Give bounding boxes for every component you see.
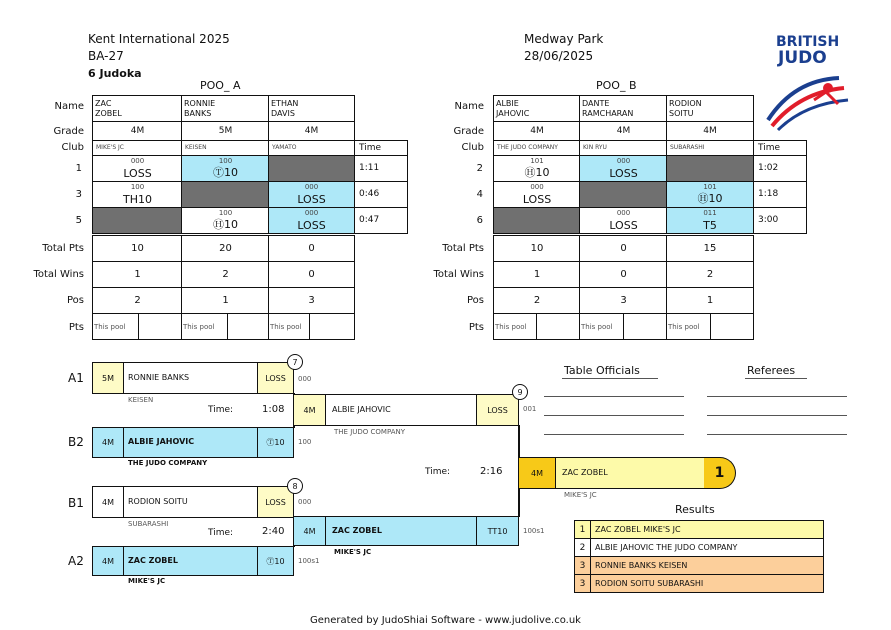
pool-a-row-2-cell-3-result: LOSS (297, 193, 326, 206)
pool-a-player-1-grade: 4M (92, 121, 183, 141)
b1-grade: 4M (92, 486, 124, 518)
pool-b-row-3-cell-2-score: 000 (616, 209, 631, 217)
match-9-number: 9 (512, 384, 528, 400)
footer-credit: Generated by JudoShiai Software - www.judolive.co.uk (310, 615, 581, 626)
pool-a-player-1-name: ZAC ZOBEL (92, 95, 183, 122)
pool-a-row-1-cell-1-result: LOSS (123, 167, 152, 180)
pool-a-title: POO_ A (200, 79, 241, 92)
match-9-time-label: Time: (425, 467, 451, 477)
pool-b-row-3-match-number: 6 (476, 215, 483, 226)
sf1-name: ALBIE JAHOVIC (325, 394, 477, 426)
pool-b-player-1-total-pts: 10 (493, 235, 581, 262)
pool-b-row-1-time: 1:02 (753, 155, 807, 182)
results-heading: Results (675, 503, 715, 516)
pool-a-row-2-cell-1-result: TH10 (123, 193, 152, 206)
table-officials-heading: Table Officials (564, 364, 640, 377)
pool-a-row-3-cell-2-result: Ⓗ10 (213, 218, 238, 231)
b2-name: ALBIE JAHOVIC (123, 427, 258, 458)
match-8-time: 2:40 (262, 526, 285, 537)
pool-b-row-3-cell-3-result: T5 (703, 219, 717, 232)
pool-b-row-3-cell-3 (666, 207, 754, 234)
pool-a-player-2-name: RONNIE BANKS (181, 95, 270, 122)
pool-a-grade-label: Grade (53, 126, 84, 137)
pool-b-player-2-total-wins: 0 (579, 261, 668, 288)
b1-name: RODION SOITU (123, 486, 258, 518)
pool-b-total-wins-label: Total Wins (433, 269, 484, 280)
pool-a-row-3-cell-2-score: 100 (218, 209, 233, 217)
result-4-name: RODION SOITU SUBARASHI (590, 574, 824, 593)
judoka-swoosh-icon (764, 70, 854, 132)
pool-b-player-3-grade: 4M (666, 121, 754, 141)
pool-a-row-1-cell-2-score: 100 (218, 157, 233, 165)
pool-b-player-1-pts-box (536, 313, 581, 340)
sf2-result: TT10 (476, 516, 519, 546)
pool-a-row-3-cell-3 (268, 207, 355, 234)
sf1-club: THE JUDO COMPANY (334, 428, 406, 436)
seed-b1: B1 (68, 496, 84, 510)
b2-score: 100 (298, 438, 312, 446)
pool-b-player-1-club: THE JUDO COMPANY (493, 140, 581, 156)
pool-b-player-3-club: SUBARASHI (666, 140, 754, 156)
b1-club: SUBARASHI (128, 520, 169, 528)
judoka-count: 6 Judoka (88, 67, 142, 80)
pool-b-player-3-name: RODION SOITU (666, 95, 754, 122)
british-judo-logo: BRITISH JUDO (764, 32, 854, 132)
match-7-time-label: Time: (208, 405, 234, 415)
pool-a-row-1-match-number: 1 (75, 163, 82, 174)
sf1-score: 001 (523, 405, 537, 413)
match-8-time-label: Time: (208, 528, 234, 538)
pool-a-row-2-cell-2 (181, 181, 270, 208)
pool-b-player-3-total-wins: 2 (666, 261, 754, 288)
final-name: ZAC ZOBEL (555, 457, 705, 489)
pool-b-player-3-pts-box (710, 313, 754, 340)
b2-club: THE JUDO COMPANY (128, 459, 208, 467)
match-7-number: 7 (287, 354, 303, 370)
pool-b-row-3-cell-1 (493, 207, 581, 234)
pool-a-player-3-pos: 3 (268, 287, 355, 314)
pool-a-row-1-cell-2 (181, 155, 270, 182)
a2-grade: 4M (92, 546, 124, 576)
pool-b-player-2-name: DANTE RAMCHARAN (579, 95, 668, 122)
pool-a-player-1-club: MIKE'S JC (92, 140, 183, 156)
pool-a-club-label: Club (61, 142, 84, 153)
pool-a-player-3-pts-box (309, 313, 355, 340)
pool-a-row-3-time: 0:47 (354, 207, 408, 234)
pool-b-row-2-cell-3-result: Ⓗ10 (697, 192, 723, 205)
pool-b-row-2-cell-2 (579, 181, 668, 208)
pool-b-club-label: Club (461, 142, 484, 153)
pool-a-name-label: Name (54, 101, 84, 112)
a2-result: Ⓣ10 (257, 546, 294, 576)
pool-b-player-2-pts-box (623, 313, 668, 340)
pool-b-pos-label: Pos (466, 295, 484, 306)
pool-a-player-2-total-wins: 2 (181, 261, 270, 288)
pool-b-row-2-cell-1-score: 000 (530, 183, 544, 191)
pool-b-row-3-cell-3-score: 011 (703, 209, 717, 217)
result-3-position: 3 (574, 556, 591, 575)
pool-a-time-header: Time (354, 140, 408, 156)
pool-b-row-1-match-number: 2 (476, 163, 483, 174)
pool-b-player-2-this-pool: This pool (579, 313, 624, 340)
pool-b-row-1-cell-1-score: 101 (530, 157, 544, 165)
final-club: MIKE'S JC (564, 491, 597, 499)
pool-a-player-1-pts-box (138, 313, 183, 340)
sf1-result: LOSS (476, 394, 519, 426)
match-8-number: 8 (287, 478, 303, 494)
pool-a-row-1-time: 1:11 (354, 155, 408, 182)
pool-b-row-2-cell-3 (666, 181, 754, 208)
official-line-2 (544, 415, 684, 416)
pool-b-player-1-pos: 2 (493, 287, 581, 314)
result-3-name: RONNIE BANKS KEISEN (590, 556, 824, 575)
pool-b-grade-label: Grade (453, 126, 484, 137)
result-2-position: 2 (574, 538, 591, 557)
referee-line-2 (707, 415, 847, 416)
event-date: 28/06/2025 (524, 49, 594, 63)
sf2-name: ZAC ZOBEL (325, 516, 477, 546)
pool-b-player-1-total-wins: 1 (493, 261, 581, 288)
a1-name: RONNIE BANKS (123, 362, 258, 394)
official-line-1 (544, 396, 684, 397)
category-label: BA-27 (88, 49, 124, 63)
pool-a-player-2-grade: 5M (181, 121, 270, 141)
result-1-name: ZAC ZOBEL MIKE'S JC (590, 520, 824, 539)
sf2-score: 100s1 (523, 527, 545, 535)
pool-b-row-1-cell-3 (666, 155, 754, 182)
seed-b2: B2 (68, 435, 84, 449)
pool-b-row-1-cell-2 (579, 155, 668, 182)
final-place-badge: 1 (704, 457, 736, 489)
pool-a-row-3-cell-1 (92, 207, 183, 234)
pool-a-player-2-total-pts: 20 (181, 235, 270, 262)
result-1-position: 1 (574, 520, 591, 539)
pool-b-row-2-match-number: 4 (476, 189, 483, 200)
pool-b-row-3-cell-2-result: LOSS (609, 219, 638, 232)
pool-a-player-1-pos: 2 (92, 287, 183, 314)
pool-a-row-1-cell-1-score: 000 (130, 157, 145, 165)
a2-name: ZAC ZOBEL (123, 546, 258, 576)
pool-a-row-2-cell-1-score: 100 (130, 183, 145, 191)
official-line-3 (544, 434, 684, 435)
pool-b-pts-label: Pts (468, 322, 484, 333)
pool-a-player-3-club: YAMATO (268, 140, 355, 156)
pool-a-row-2-time: 0:46 (354, 181, 408, 208)
pool-a-row-2-match-number: 3 (75, 189, 82, 200)
pool-a-player-3-total-wins: 0 (268, 261, 355, 288)
venue: Medway Park (524, 32, 604, 46)
final-grade: 4M (518, 457, 556, 489)
pool-a-row-3-cell-3-score: 000 (304, 209, 319, 217)
pool-b-row-1-cell-2-result: LOSS (609, 167, 638, 180)
pool-a-player-3-total-pts: 0 (268, 235, 355, 262)
pool-a-row-2-cell-3-score: 000 (304, 183, 319, 191)
pool-b-row-2-time: 1:18 (753, 181, 807, 208)
pool-b-title: POO_ B (596, 79, 637, 92)
pool-b-player-1-name: ALBIE JAHOVIC (493, 95, 581, 122)
pool-b-player-2-pos: 3 (579, 287, 668, 314)
pool-a-row-3-cell-2 (181, 207, 270, 234)
a1-score: 000 (298, 375, 312, 383)
pool-b-total-pts-label: Total Pts (442, 243, 484, 254)
referee-line-3 (707, 434, 847, 435)
pool-b-row-2-cell-3-score: 101 (703, 183, 717, 191)
pool-a-player-1-total-wins: 1 (92, 261, 183, 288)
pool-b-player-2-grade: 4M (579, 121, 668, 141)
pool-a-pos-label: Pos (66, 295, 84, 306)
pool-a-total-wins-label: Total Wins (33, 269, 84, 280)
pool-a-player-1-this-pool: This pool (92, 313, 139, 340)
pool-a-row-2-cell-1 (92, 181, 183, 208)
sf1-grade: 4M (293, 394, 326, 426)
seed-a2: A2 (68, 554, 84, 568)
pool-a-player-2-club: KEISEN (181, 140, 270, 156)
pool-a-row-2-cell-3 (268, 181, 355, 208)
pool-b-player-1-this-pool: This pool (493, 313, 537, 340)
a1-grade: 5M (92, 362, 124, 394)
pool-a-row-3-cell-3-result: LOSS (297, 219, 326, 232)
b1-score: 000 (298, 498, 312, 506)
a2-club: MIKE'S JC (128, 577, 166, 585)
pool-b-player-2-club: KIN RYU (579, 140, 668, 156)
pool-b-row-1-cell-1 (493, 155, 581, 182)
event-title: Kent International 2025 (88, 32, 230, 46)
result-2-name: ALBIE JAHOVIC THE JUDO COMPANY (590, 538, 824, 557)
pool-a-row-1-cell-3 (268, 155, 355, 182)
pool-b-row-1-cell-2-score: 000 (616, 157, 631, 165)
pool-a-row-3-match-number: 5 (75, 215, 82, 226)
pool-b-player-2-total-pts: 0 (579, 235, 668, 262)
result-4-position: 3 (574, 574, 591, 593)
pool-b-player-3-pos: 1 (666, 287, 754, 314)
pool-a-row-1-cell-2-result: Ⓣ10 (213, 166, 238, 179)
b2-grade: 4M (92, 427, 124, 458)
seed-a1: A1 (68, 371, 84, 385)
b1-result: LOSS (257, 486, 294, 518)
pool-a-player-2-pos: 1 (181, 287, 270, 314)
pool-a-player-3-grade: 4M (268, 121, 355, 141)
referee-line-1 (707, 396, 847, 397)
sf2-grade: 4M (293, 516, 326, 546)
pool-b-row-1-cell-1-result: Ⓗ10 (524, 166, 550, 179)
pool-b-row-2-cell-1-result: LOSS (522, 193, 552, 206)
referees-heading: Referees (747, 364, 796, 377)
pool-a-player-3-this-pool: This pool (268, 313, 310, 340)
pool-a-player-3-name: ETHAN DAVIS (268, 95, 355, 122)
pool-a-total-pts-label: Total Pts (42, 243, 84, 254)
pool-b-player-3-this-pool: This pool (666, 313, 711, 340)
a2-score: 100s1 (298, 557, 320, 565)
pool-b-time-header: Time (753, 140, 807, 156)
sf2-club: MIKE'S JC (334, 548, 372, 556)
pool-b-row-3-time: 3:00 (753, 207, 807, 234)
b2-result: Ⓣ10 (257, 427, 294, 458)
pool-a-player-2-pts-box (227, 313, 270, 340)
match-9-time: 2:16 (480, 466, 503, 477)
pool-b-row-2-cell-1 (493, 181, 581, 208)
pool-a-player-1-total-pts: 10 (92, 235, 183, 262)
pool-b-name-label: Name (454, 101, 484, 112)
a1-club: KEISEN (128, 396, 154, 404)
pool-b-row-3-cell-2 (579, 207, 668, 234)
match-7-time: 1:08 (262, 404, 285, 415)
pool-a-row-1-cell-1 (92, 155, 183, 182)
a1-result: LOSS (257, 362, 294, 394)
pool-a-player-2-this-pool: This pool (181, 313, 228, 340)
pool-b-player-1-grade: 4M (493, 121, 581, 141)
pool-b-player-3-total-pts: 15 (666, 235, 754, 262)
pool-a-pts-label: Pts (68, 322, 84, 333)
